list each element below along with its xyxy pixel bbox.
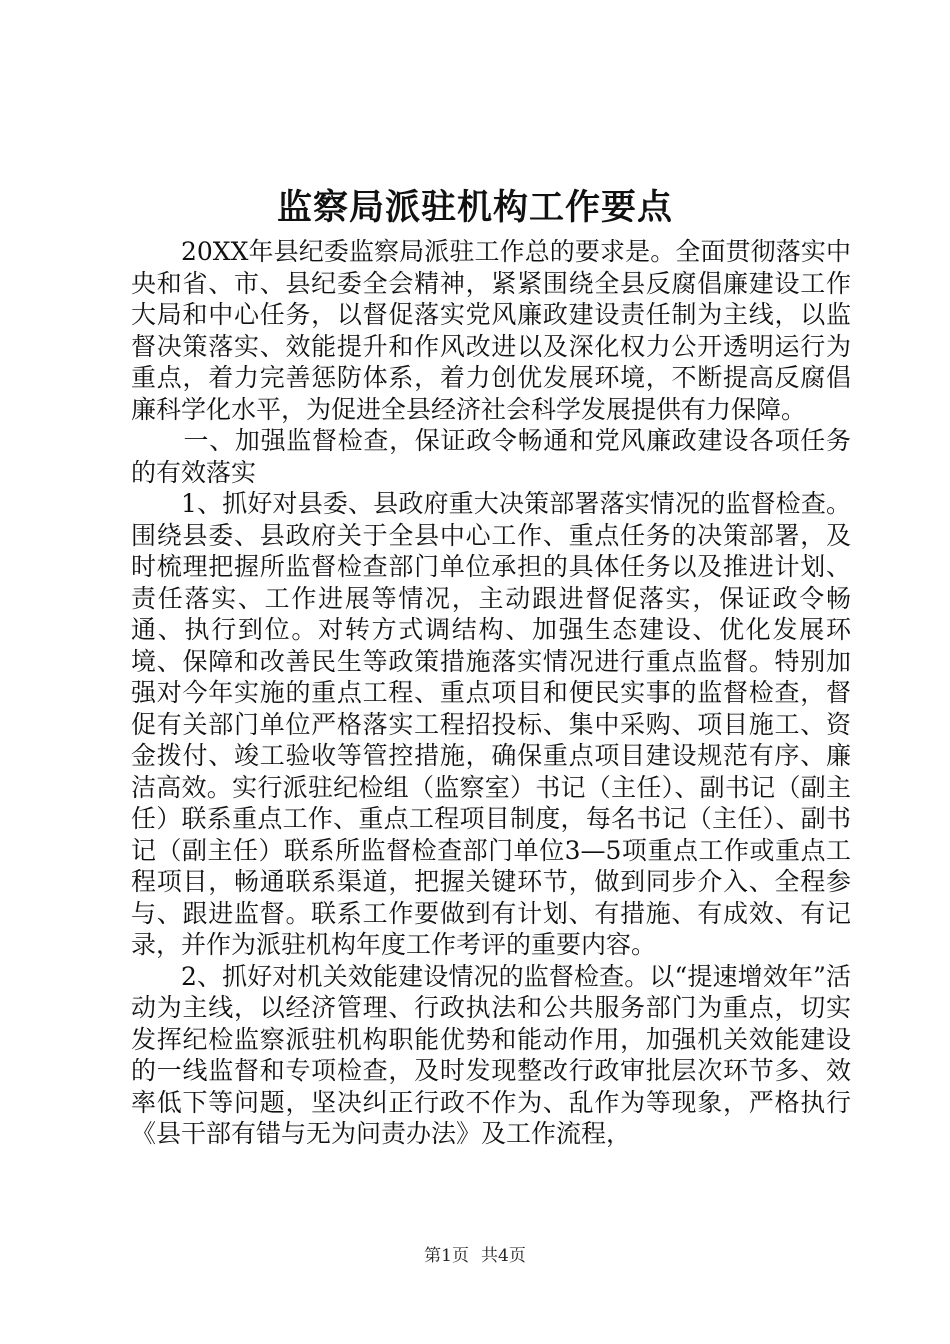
page-total: 共4页 xyxy=(481,1246,526,1266)
body-paragraph-2: 2、抓好对机关效能建设情况的监督检查。以“提速增效年”活动为主线，以经济管理、行政执法和公共服务部门为重点，切实发挥纪检监察派驻机构职能优势和能动作用，加强机关效能建设的一线监督和专项检查，及时发现整改行政审批层次环节多、效率低下等问题，坚决纠正行政不作为、乱作为等现象，严格执行《县干部有错与无为问责办法》及工作流程， xyxy=(131,961,851,1148)
section-heading: 一、加强监督检查，保证政令畅通和党风廉政建设各项任务的有效落实 xyxy=(131,426,851,487)
body-paragraph-1: 1、抓好对县委、县政府重大决策部署落实情况的监督检查。围绕县委、县政府关于全县中心工作、重点任务的决策部署，及时梳理把握所监督检查部门单位承担的具体任务以及推进计划、责任落实、工作进展等情况，主动跟进督促落实，保证政令畅通、执行到位。对转方式调结构、加强生态建设、优化发展环境、保障和改善民生等政策措施落实情况进行重点监督。特别加强对今年实施的重点工程、重点项目和便民实事的监督检查，督促有关部门单位严格落实工程招投标、集中采购、项目施工、资金拨付、竣工验收等管控措施，确保重点项目建设规范有序、廉洁高效。实行派驻纪检组（监察室）书记（主任）、副书记（副主任）联系重点工作、重点工程项目制度，每名书记（主任）、副书记（副主任）联系所监督检查部门单位3—5项重点工作或重点工程项目，畅通联系渠道，把握关键环节，做到同步介入、全程参与、跟进监督。联系工作要做到有计划、有措施、有成效、有记录，并作为派驻机构年度工作考评的重要内容。 xyxy=(131,489,851,959)
page-number: 第1页 xyxy=(424,1246,469,1266)
document-body xyxy=(131,236,851,1150)
intro-paragraph: 20XX年县纪委监察局派驻工作总的要求是。全面贯彻落实中央和省、市、县纪委全会精神，紧紧围绕全县反腐倡廉建设工作大局和中心任务，以督促落实党风廉政建设责任制为主线，以监督决策落实、效能提升和作风改进以及深化权力公开透明运行为重点，着力完善惩防体系，着力创优发展环境，不断提高反腐倡廉科学化水平，为促进全县经济社会科学发展提供有力保障。 xyxy=(131,237,851,424)
page-footer xyxy=(0,1244,950,1268)
document-title: 监察局派驻机构工作要点 xyxy=(276,187,673,228)
